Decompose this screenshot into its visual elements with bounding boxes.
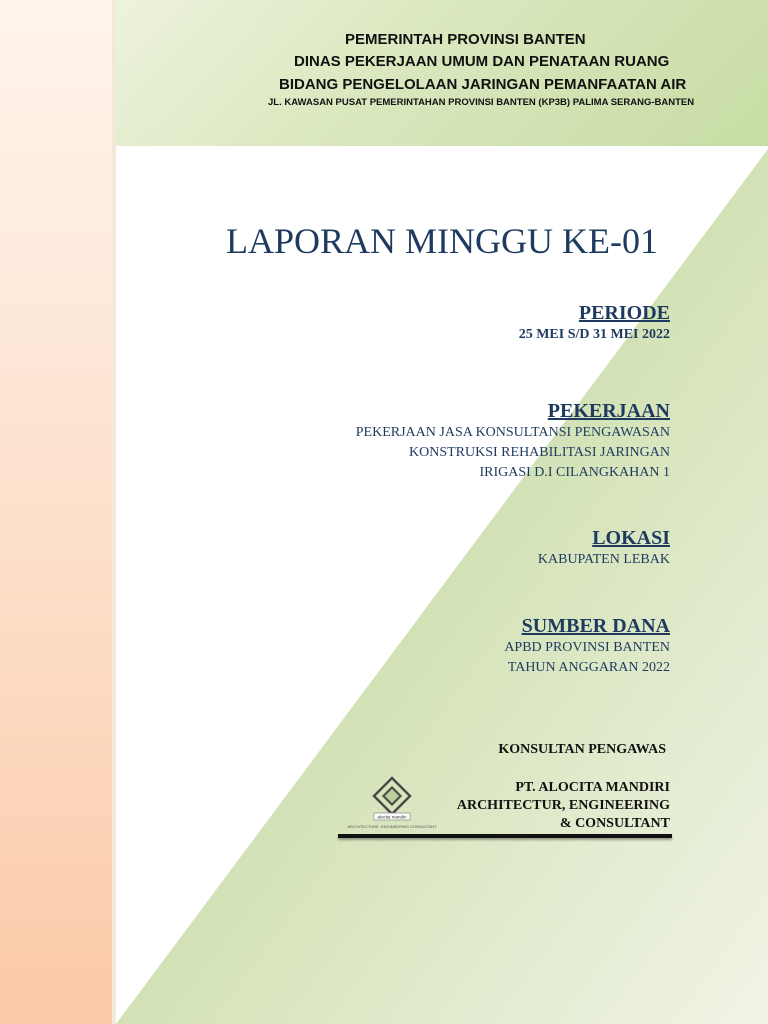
lokasi-section — [538, 527, 670, 570]
sumber-dana-section — [504, 615, 670, 678]
periode-section — [519, 302, 670, 345]
diagonal-green-background — [116, 149, 768, 1024]
bottom-rule — [338, 834, 672, 838]
konsultan-label: KONSULTAN PENGAWAS — [498, 742, 666, 757]
konsultan-name: PT. ALOCITA MANDIRI — [515, 780, 670, 795]
pekerjaan-heading: PEKERJAAN — [547, 400, 670, 422]
pekerjaan-line: PEKERJAAN JASA KONSULTANSI PENGAWASAN — [355, 425, 670, 440]
header-line-1: PEMERINTAH PROVINSI BANTEN — [345, 31, 586, 48]
header-address: JL. KAWASAN PUSAT PEMERINTAHAN PROVINSI BANTEN (KP3B) PALIMA SERANG-BANTEN — [268, 97, 695, 108]
periode-value: 25 MEI S/D 31 MEI 2022 — [518, 327, 670, 342]
periode-heading: PERIODE — [578, 302, 670, 324]
header-line-3: BIDANG PENGELOLAAN JARINGAN PEMANFAATAN AIR — [279, 76, 687, 93]
company-logo — [340, 776, 444, 832]
sumber-dana-line: APBD PROVINSI BANTEN — [504, 640, 670, 655]
report-title: LAPORAN MINGGU KE-01 — [226, 221, 658, 261]
logo-badge-text: alocita mandiri — [377, 814, 407, 820]
sumber-dana-line: TAHUN ANGGARAN 2022 — [507, 660, 670, 675]
pekerjaan-section — [356, 400, 670, 483]
konsultan-line-3: & CONSULTANT — [559, 816, 670, 831]
konsultan-block — [457, 779, 670, 833]
pekerjaan-line: IRIGASI D.I CILANGKAHAN 1 — [479, 465, 670, 480]
konsultan-line-2: ARCHITECTUR, ENGINEERING — [456, 798, 670, 813]
left-peach-strip — [0, 0, 114, 1024]
header-line-2: DINAS PEKERJAAN UMUM DAN PENATAAN RUANG — [294, 53, 670, 70]
lokasi-value: KABUPATEN LEBAK — [537, 552, 670, 567]
logo-caption: ARCHITECTURE, ENGINEERING CONSULTANT — [347, 824, 437, 829]
header-band — [116, 0, 768, 148]
pekerjaan-line: KONSTRUKSI REHABILITASI JARINGAN — [409, 445, 670, 460]
logo-diamond-icon — [374, 778, 410, 814]
sumber-dana-heading: SUMBER DANA — [521, 615, 670, 637]
lokasi-heading: LOKASI — [592, 527, 670, 549]
